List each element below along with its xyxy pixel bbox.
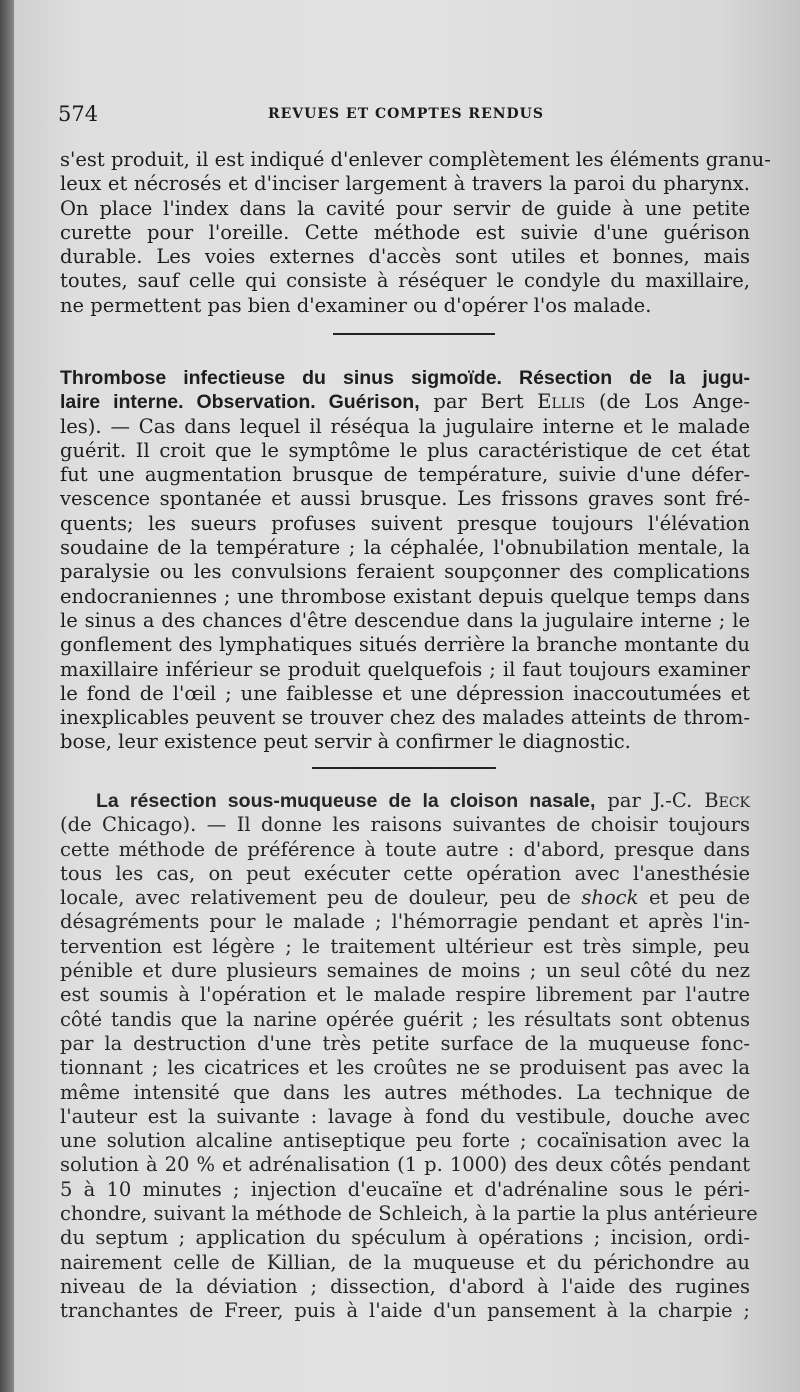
text-line: s'est produit, il est indiqué d'enlever complètement les éléments granu- xyxy=(60,148,771,171)
text-line: soudaine de la température ; la céphalée, l'obnubilation mentale, la xyxy=(60,536,750,560)
text-line: paralysie ou les convulsions feraient soupçonner des complications xyxy=(60,560,750,584)
text-line: toutes, sauf celle qui consiste à réséquer le condyle du maxillaire, xyxy=(60,269,750,293)
text-line: fut une augmentation brusque de température, suivie d'une défer- xyxy=(60,463,750,487)
text-line: durable. Les voies externes d'accès sont utiles et bonnes, mais xyxy=(60,245,750,269)
text-line: solution à 20 % et adrénalisation (1 p. 1000) des deux côtés pendant xyxy=(60,1153,750,1177)
article-resection xyxy=(60,789,758,1324)
text-line: niveau de la déviation ; dissection, d'abord à l'aide des rugines xyxy=(60,1274,750,1298)
text-line: endocraniennes ; une thrombose existant depuis quelque temps dans xyxy=(60,584,750,608)
text-line: une solution alcaline antiseptique peu forte ; cocaïnisation avec la xyxy=(60,1129,750,1153)
text-line: le sinus a des chances d'être descendue dans la jugulaire interne ; le xyxy=(60,608,750,632)
text-line: par la destruction d'une très petite surface de la muqueuse fonc- xyxy=(60,1031,750,1055)
text-line: leux et nécrosés et d'inciser largement à travers la paroi du pharynx. xyxy=(60,172,750,196)
text-line: l'auteur est la suivante : lavage à fond du vestibule, douche avec xyxy=(60,1104,750,1128)
text-line: tous les cas, on peut exécuter cette opération avec l'anesthésie xyxy=(60,861,750,885)
text-line: gonflement des lymphatiques situés derrière la branche montante du xyxy=(60,633,750,657)
article-thrombose xyxy=(60,366,750,755)
text-line: ne permettent pas bien d'examiner ou d'opérer l'os malade. xyxy=(60,293,652,317)
text-line: On place l'index dans la cavité pour servir de guide à une petite xyxy=(60,196,750,220)
text-line: inexplicables peuvent se trouver chez des malades atteints de throm- xyxy=(60,706,750,730)
page-header xyxy=(58,100,758,130)
text-line: vescence spontanée et aussi brusque. Les frissons graves sont fré- xyxy=(60,487,750,511)
text-line: bose, leur existence peut servir à confirmer le diagnostic. xyxy=(60,730,631,754)
page-number: 574 xyxy=(58,102,99,126)
text-fragment: et peu de xyxy=(638,886,751,910)
text-line: nairement celle de Killian, de la muqueuse et du périchondre au xyxy=(60,1250,750,1274)
article-title-line xyxy=(60,789,750,813)
text-line: du septum ; application du spéculum à opérations ; incision, ordi- xyxy=(60,1226,750,1250)
text-line: guérit. Il croit que le symptôme le plus caractéristique de cet état xyxy=(60,438,750,462)
text-fragment: locale, avec relativement peu de douleur, peu de xyxy=(60,886,582,910)
text-line: même intensité que dans les autres méthodes. La technique de xyxy=(60,1080,750,1104)
author-name: Beck xyxy=(704,789,750,812)
text-line: maxillaire inférieur se produit quelquefois ; il faut toujours examiner xyxy=(60,657,750,681)
author-location: (de Los Ange- xyxy=(585,390,750,414)
text-line: les). — Cas dans lequel il réséqua la jugulaire interne et le malade xyxy=(60,414,750,438)
text-line: chondre, suivant la méthode de Schleich, à la partie la plus antérieure xyxy=(60,1202,758,1226)
running-title: REVUES ET COMPTES RENDUS xyxy=(268,106,544,122)
article-title-line xyxy=(60,366,750,390)
text-line: tionnant ; les cicatrices et les croûtes ne se produisent pas avec la xyxy=(60,1056,750,1080)
italic-term: shock xyxy=(581,886,639,910)
text-line: curette pour l'oreille. Cette méthode est suivie d'une guérison xyxy=(60,220,750,244)
text-line: quents; les sueurs profuses suivent presque toujours l'élévation xyxy=(60,511,750,535)
author-name: Ellis xyxy=(537,390,586,414)
article-title-cont: laire interne. Observation. Guérison, xyxy=(60,391,420,414)
text-line: 5 à 10 minutes ; injection d'eucaïne et d'adrénaline sous le péri- xyxy=(60,1177,750,1201)
text-line: côté tandis que la narine opérée guérit ; les résultats sont obtenus xyxy=(60,1007,750,1031)
continued-paragraph xyxy=(60,148,771,318)
text-line: est soumis à l'opération et le malade respire librement par l'autre xyxy=(60,983,750,1007)
text-line: tranchantes de Freer, puis à l'aide d'un pansement à la charpie ; xyxy=(60,1299,750,1323)
text-line: le fond de l'œil ; une faiblesse et une dépression inaccoutumées et xyxy=(60,681,750,705)
author-prefix: par J.-C. xyxy=(595,789,705,812)
section-divider xyxy=(312,767,496,769)
article-title: Thrombose infectieuse du sinus sigmoïde. Résection de la jugu- xyxy=(60,367,750,389)
text-line: cette méthode de préférence à toute autre : d'abord, presque dans xyxy=(60,837,750,861)
text-line: désagréments pour le malade ; l'hémorragie pendant et après l'in- xyxy=(60,910,750,934)
text-line: pénible et dure plusieurs semaines de moins ; un seul côté du nez xyxy=(60,959,750,983)
text-line xyxy=(60,886,750,910)
author-prefix: par Bert xyxy=(419,390,538,414)
article-title: La résection sous-muqueuse de la cloison nasale, xyxy=(96,790,596,812)
text-line: tervention est légère ; le traitement ultérieur est très simple, peu xyxy=(60,934,750,958)
section-divider xyxy=(333,333,495,335)
text-line: (de Chicago). — Il donne les raisons suivantes de choisir toujours xyxy=(60,813,750,837)
article-title-line xyxy=(60,390,750,414)
page-edge-shadow xyxy=(0,0,14,1392)
